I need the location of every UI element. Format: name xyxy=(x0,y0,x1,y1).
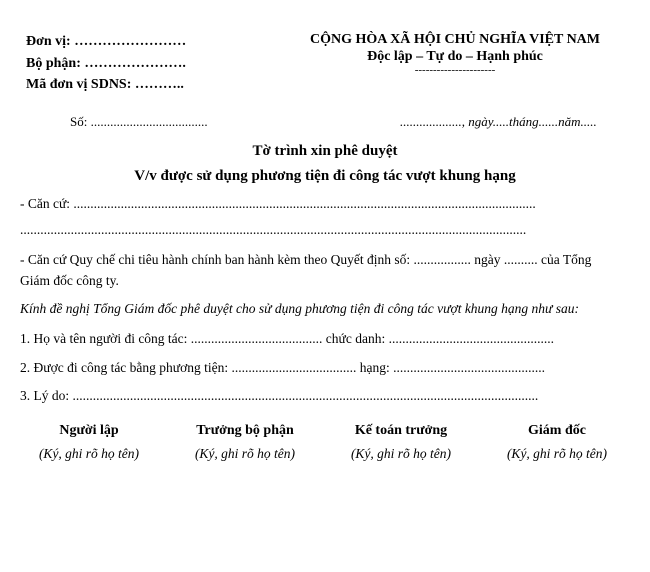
signature-note-chief-accountant: (Ký, ghi rõ họ tên) xyxy=(350,446,452,461)
signature-role-dept-head: Trưởng bộ phận xyxy=(196,423,294,438)
basis-continuation-line: ...................................................................................................................................................... xyxy=(20,222,527,237)
signature-role-chief-accountant: Kế toán trưởng xyxy=(354,423,448,438)
document-subject: V/v được sử dụng phương tiện đi công tác vượt khung hạng xyxy=(134,168,516,184)
basis-line: - Căn cứ: ......................................................................................................................................... xyxy=(20,196,536,211)
department-field: Bộ phận: …………………. xyxy=(26,56,186,71)
signature-note-preparer: (Ký, ghi rõ họ tên) xyxy=(38,446,140,461)
request-statement: Kính đề nghị Tổng Giám đốc phê duyệt cho sử dụng phương tiện đi công tác vượt khung hạng như sau: xyxy=(20,301,580,316)
regulation-line: - Căn cứ Quy chế chi tiêu hành chính ban hành kèm theo Quyết định số: ................. ngày .......... của Tổng xyxy=(20,252,592,267)
document-number: Số: .................................... xyxy=(70,114,208,129)
item-vehicle: 2. Được đi công tác bằng phương tiện: ..................................... hạng: ............................................. xyxy=(20,360,545,375)
document-date: ..................., ngày.....tháng......năm..... xyxy=(400,114,597,129)
motto-underline: ---------------------- xyxy=(414,64,496,76)
sdns-field: Mã đơn vị SDNS: ……….. xyxy=(26,77,184,92)
motto: Độc lập – Tự do – Hạnh phúc xyxy=(367,49,543,64)
regulation-line-cont: Giám đốc công ty. xyxy=(20,273,119,288)
signature-note-director: (Ký, ghi rõ họ tên) xyxy=(506,446,608,461)
item-traveler-name: 1. Họ và tên người đi công tác: ....................................... chức danh: ................................................. xyxy=(20,331,554,346)
signature-note-dept-head: (Ký, ghi rõ họ tên) xyxy=(194,446,296,461)
unit-field: Đơn vị: …………………… xyxy=(26,34,187,49)
signature-role-preparer: Người lập xyxy=(59,423,119,438)
signature-role-director: Giám đốc xyxy=(528,423,586,438)
nation-title: CỘNG HÒA XÃ HỘI CHỦ NGHĨA VIỆT NAM xyxy=(309,32,600,47)
item-reason: 3. Lý do: .......................................................................................................................................... xyxy=(20,388,539,403)
document-title: Tờ trình xin phê duyệt xyxy=(252,143,398,159)
